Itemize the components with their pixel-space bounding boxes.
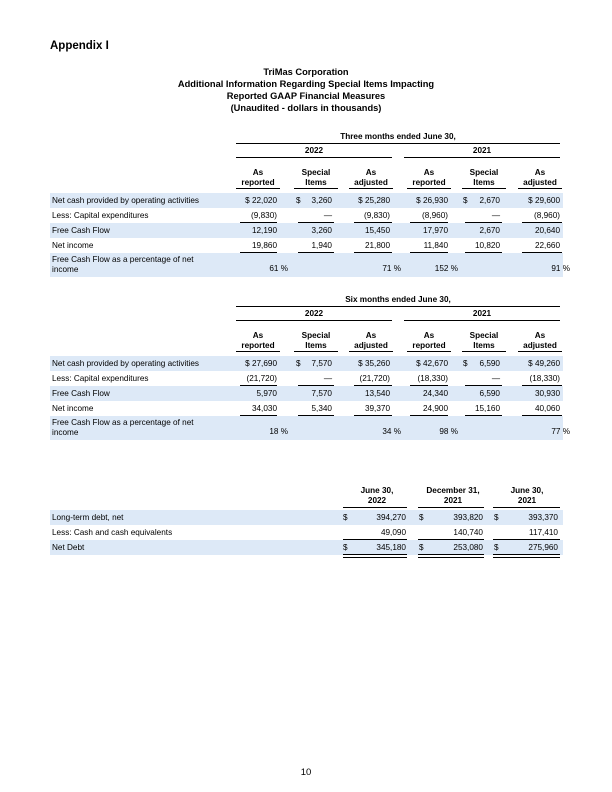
net-debt-header-rule — [343, 507, 407, 508]
net-debt-total-rule — [343, 554, 407, 558]
six-months-col-header-rule — [349, 351, 393, 352]
three-months-pct-value: 61 % — [269, 264, 288, 273]
six-months-pct-value: 34 % — [382, 427, 401, 436]
six-months-cell: (18,330) — [529, 374, 560, 383]
six-months-cell: $ — [463, 359, 468, 368]
six-months-cell: 7,570 — [311, 389, 332, 398]
six-months-cell: (21,720) — [246, 374, 277, 383]
net-debt-cell: 393,820 — [453, 513, 483, 522]
three-months-cell: $ 22,020 — [245, 196, 277, 205]
three-months-cell: (8,960) — [422, 211, 448, 220]
six-months-cell: 5,340 — [311, 404, 332, 413]
six-months-year-2021: 2021 — [472, 309, 492, 318]
six-months-cell: (18,330) — [417, 374, 448, 383]
three-months-cell: 22,660 — [534, 241, 560, 250]
six-months-col-header-as_reported: As reported — [241, 331, 275, 350]
three-months-period-rule — [236, 143, 560, 144]
six-months-col-header-as_reported: As reported — [412, 331, 446, 350]
three-months-cell: 1,940 — [311, 241, 332, 250]
header-line-3: Reported GAAP Financial Measures — [226, 91, 386, 101]
three-months-cell: 15,450 — [364, 226, 390, 235]
three-months-cell: (9,830) — [251, 211, 277, 220]
three-months-pct-value: 71 % — [382, 264, 401, 273]
net-debt-dollar: $ — [343, 543, 348, 552]
three-months-col-header-rule — [518, 188, 562, 189]
three-months-cell: $ — [463, 196, 468, 205]
six-months-col-header-rule — [236, 351, 280, 352]
three-months-cell: $ 25,280 — [358, 196, 390, 205]
six-months-col-header-special_items: Special Items — [301, 331, 331, 350]
three-months-col-header-as_reported: As reported — [241, 168, 275, 187]
six-months-row-label: Less: Capital expenditures — [52, 374, 149, 383]
three-months-year-rule-a — [236, 157, 392, 158]
net-debt-header-rule — [493, 507, 560, 508]
six-months-row-label: Net income — [52, 404, 94, 413]
net-debt-cell: 49,090 — [380, 528, 406, 537]
net-debt-cell: 345,180 — [376, 543, 406, 552]
three-months-cell: 11,840 — [423, 241, 448, 250]
six-months-col-header-rule — [462, 351, 506, 352]
three-months-col-header-special_items: Special Items — [301, 168, 331, 187]
six-months-cell: $ — [296, 359, 301, 368]
three-months-year-2022: 2022 — [304, 146, 324, 155]
net-debt-cell: 393,370 — [528, 513, 558, 522]
company-name: TriMas Corporation — [263, 67, 349, 77]
three-months-row-label: Net cash provided by operating activities — [52, 196, 199, 205]
six-months-col-header-rule — [294, 351, 338, 352]
six-months-cell: $ 27,690 — [245, 359, 277, 368]
net-debt-total-rule — [493, 554, 560, 558]
three-months-pct-value: 152 % — [434, 264, 458, 273]
six-months-row-label: Free Cash Flow — [52, 389, 110, 398]
net-debt-col-header: June 30, 2021 — [510, 486, 544, 505]
net-debt-dollar: $ — [419, 513, 424, 522]
three-months-cell: — — [491, 211, 500, 220]
net-debt-dollar: $ — [343, 513, 348, 522]
three-months-pct-value: 91 % — [551, 264, 570, 273]
net-debt-row-label: Net Debt — [52, 543, 85, 552]
three-months-cell: 21,800 — [364, 241, 390, 250]
three-months-col-header-rule — [407, 188, 451, 189]
six-months-pct-label: Free Cash Flow as a percentage of net income — [52, 418, 194, 437]
three-months-pct-label: Free Cash Flow as a percentage of net income — [52, 255, 194, 274]
six-months-period-title: Six months ended June 30, — [345, 295, 451, 304]
six-months-period-rule — [236, 306, 560, 307]
six-months-cell: 39,370 — [364, 404, 390, 413]
three-months-cell: 3,260 — [311, 226, 332, 235]
three-months-row-label: Free Cash Flow — [52, 226, 110, 235]
net-debt-cell: 394,270 — [376, 513, 406, 522]
six-months-cell: $ 49,260 — [528, 359, 560, 368]
three-months-col-header-as_adjusted: As adjusted — [523, 168, 557, 187]
net-debt-cell: 275,960 — [528, 543, 558, 552]
six-months-cell: 40,060 — [534, 404, 560, 413]
six-months-year-2022: 2022 — [304, 309, 324, 318]
net-debt-cell: 140,740 — [453, 528, 483, 537]
net-debt-dollar: $ — [419, 543, 424, 552]
three-months-col-header-rule — [236, 188, 280, 189]
six-months-cell: — — [491, 374, 500, 383]
three-months-col-header-rule — [462, 188, 506, 189]
header-line-4: (Unaudited - dollars in thousands) — [230, 103, 382, 113]
six-months-cell: 24,900 — [422, 404, 448, 413]
six-months-year-rule-a — [236, 320, 392, 321]
three-months-col-header-special_items: Special Items — [469, 168, 499, 187]
net-debt-row-label: Long-term debt, net — [52, 513, 124, 522]
six-months-year-rule-b — [404, 320, 560, 321]
three-months-year-2021: 2021 — [472, 146, 492, 155]
six-months-cell: 5,970 — [256, 389, 277, 398]
six-months-cell: 13,540 — [364, 389, 390, 398]
six-months-cell: $ 42,670 — [416, 359, 448, 368]
net-debt-row-shade — [50, 510, 563, 525]
three-months-cell: 17,970 — [422, 226, 448, 235]
six-months-col-header-as_adjusted: As adjusted — [523, 331, 557, 350]
six-months-col-header-as_adjusted: As adjusted — [354, 331, 388, 350]
report-header — [0, 66, 612, 114]
six-months-cell: 7,570 — [311, 359, 332, 368]
three-months-col-header-rule — [294, 188, 338, 189]
net-debt-dollar: $ — [494, 543, 499, 552]
net-debt-col-header: December 31, 2021 — [426, 486, 480, 505]
three-months-cell: 2,670 — [479, 196, 500, 205]
three-months-cell: — — [323, 211, 332, 220]
three-months-row-label: Net income — [52, 241, 94, 250]
six-months-cell: $ 35,260 — [358, 359, 390, 368]
appendix-title: Appendix I — [50, 40, 109, 52]
six-months-cell: — — [323, 374, 332, 383]
six-months-col-header-rule — [518, 351, 562, 352]
six-months-row-label: Net cash provided by operating activities — [52, 359, 199, 368]
three-months-cell: 3,260 — [311, 196, 332, 205]
six-months-cell: 30,930 — [534, 389, 560, 398]
net-debt-cell: 253,080 — [453, 543, 483, 552]
three-months-col-header-rule — [349, 188, 393, 189]
three-months-cell: 10,820 — [474, 241, 500, 250]
six-months-cell: 6,590 — [479, 359, 500, 368]
six-months-cell: 34,030 — [251, 404, 277, 413]
net-debt-cell: 117,410 — [529, 528, 558, 537]
three-months-cell: $ 29,600 — [528, 196, 560, 205]
six-months-cell: (21,720) — [359, 374, 390, 383]
net-debt-row-shade — [50, 540, 563, 555]
page-number: 10 — [300, 767, 312, 778]
six-months-col-header-special_items: Special Items — [469, 331, 499, 350]
net-debt-row-label: Less: Cash and cash equivalents — [52, 528, 173, 537]
three-months-cell: 20,640 — [534, 226, 560, 235]
six-months-cell: 24,340 — [422, 389, 448, 398]
six-months-col-header-rule — [407, 351, 451, 352]
three-months-col-header-as_reported: As reported — [412, 168, 446, 187]
header-line-2: Additional Information Regarding Special Items Impacting — [177, 79, 435, 89]
three-months-cell: (9,830) — [364, 211, 390, 220]
net-debt-total-rule — [418, 554, 484, 558]
six-months-cell: 15,160 — [474, 404, 500, 413]
three-months-cell: $ — [296, 196, 301, 205]
three-months-year-rule-b — [404, 157, 560, 158]
three-months-period-title: Three months ended June 30, — [340, 132, 456, 141]
three-months-cell: 2,670 — [479, 226, 500, 235]
net-debt-header-rule — [418, 507, 484, 508]
three-months-cell: (8,960) — [534, 211, 560, 220]
three-months-row-label: Less: Capital expenditures — [52, 211, 149, 220]
three-months-cell: 19,860 — [251, 241, 277, 250]
six-months-pct-value: 18 % — [269, 427, 288, 436]
six-months-pct-value: 77 % — [551, 427, 570, 436]
three-months-cell: $ 26,930 — [416, 196, 448, 205]
six-months-cell: 6,590 — [479, 389, 500, 398]
six-months-pct-value: 98 % — [439, 427, 458, 436]
three-months-col-header-as_adjusted: As adjusted — [354, 168, 388, 187]
three-months-cell: 12,190 — [251, 226, 277, 235]
net-debt-dollar: $ — [494, 513, 499, 522]
net-debt-col-header: June 30, 2022 — [360, 486, 394, 505]
